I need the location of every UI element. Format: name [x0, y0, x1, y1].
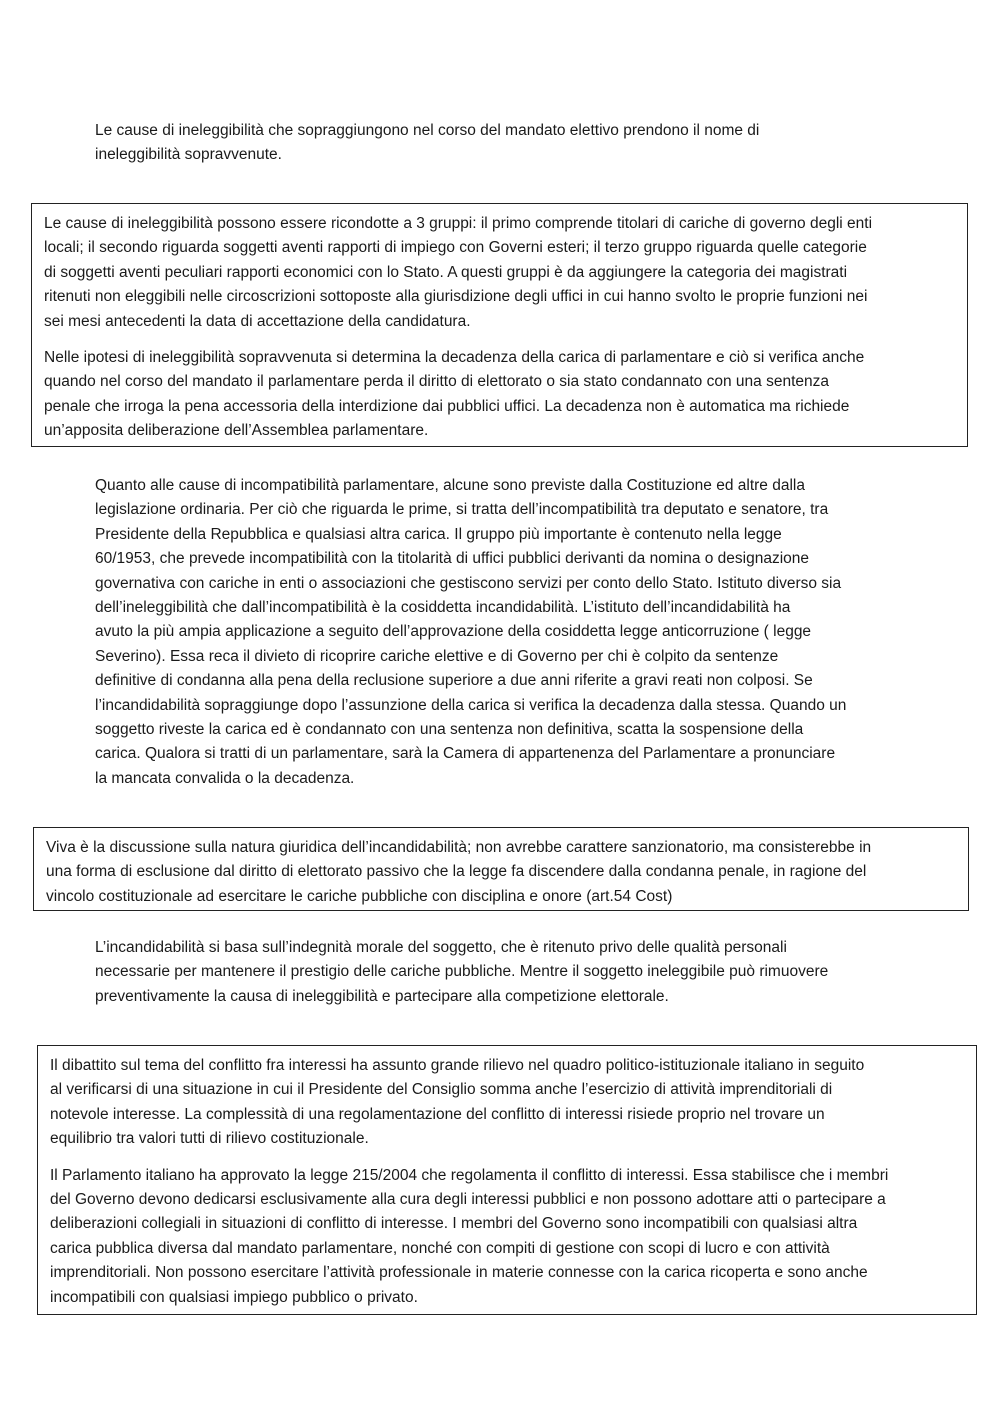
box-paragraph: Il dibattito sul tema del conflitto fra interessi ha assunto grande rilievo nel quadro politico-istituzionale italiano in seguito al verificarsi di una situazione in cui il Presidente del Consiglio somma anche l’esercizio di attività imprenditoriali di notevole interesse. La complessità di una regolamentazione del conflitto di interessi risiede proprio nel trovare un equilibrio tra valori tutti di rilievo costituzionale. [50, 1057, 865, 1148]
box-paragraph: Viva è la discussione sulla natura giuridica dell’incandidabilità; non avrebbe carattere sanzionatorio, ma consisterebbe in una forma di esclusione dal diritto di elettorato passivo che la legge fa discendere dalla condanna penale, in ragione del vincolo costituzionale ad esercitare le cariche pubbliche con disciplina e onore (art.54 Cost) [46, 839, 872, 905]
box-paragraph: Le cause di ineleggibilità possono essere ricondotte a 3 gruppi: il primo comprende titolari di cariche di governo degli enti locali; il secondo riguarda soggetti aventi rapporti di impiego con Governi esteri; il terzo gruppo riguarda quelle categorie di soggetti aventi peculiari rapporti economici con lo Stato. A questi gruppi è da aggiungere la categoria dei magistrati ritenuti non eleggibili nelle circoscrizioni sottoposte alla giurisdizione degli uffici in cui hanno svolto le proprie funzioni nei sei mesi antecedenti la data di accettazione della candidatura. [44, 215, 873, 330]
paragraph-ineleggibilita-sopravvenute: Le cause di ineleggibilità che sopraggiungono nel corso del mandato elettivo prendono il nome di ineleggibilità sopravvenute. [95, 122, 760, 164]
box-paragraph: Nelle ipotesi di ineleggibilità sopravvenuta si determina la decadenza della carica di parlamentare e ciò si verifica anche quando nel corso del mandato il parlamentare perda il diritto di elettorato o sia stato condannato con una sentenza penale che irroga la pena accessoria della interdizione dai pubblici uffici. La decadenza non è automatica ma richiede un’apposita deliberazione dell’Assemblea parlamentare. [44, 349, 865, 440]
box-cause-ineleggibilita [31, 203, 968, 447]
box-conflitto-interessi [37, 1045, 977, 1315]
paragraph-indegnita-morale: L’incandidabilità si basa sull’indegnità morale del soggetto, che è ritenuto privo delle qualità personali necessarie per mantenere il prestigio delle cariche pubbliche. Mentre il soggetto ineleggibile può rimuovere preventivamente la causa di ineleggibilità e partecipare alla competizione elettorale. [95, 939, 829, 1005]
box-natura-incandidabilita [33, 827, 969, 911]
paragraph-incompatibilita: Quanto alle cause di incompatibilità parlamentare, alcune sono previste dalla Costituzione ed altre dalla legislazione ordinaria. Per ciò che riguarda le prime, si tratta dell’incompatibilità tra deputato e senatore, tra Presidente della Repubblica e qualsiasi altra carica. Il gruppo più importante è contenuto nella legge 60/1953, che prevede incompatibilità con la titolarità di uffici pubblici derivanti da nomina o designazione governativa con cariche in enti o associazioni che gestiscono servizi per conto dello Stato. Istituto diverso sia dell’ineleggibilità che dall’incompatibilità è la cosiddetta incandidabilità. L’istituto dell’incandidabilità ha avuto la più ampia applicazione a seguito dell’approvazione della cosiddetta legge anticorruzione ( legge Severino). Essa reca il divieto di ricoprire cariche elettive e di Governo per chi è colpito da sentenze definitive di condanna alla pena della reclusione superiore a due anni riferite a gravi reati non colposi. Se l’incandidabilità sopraggiunge dopo l’assunzione della carica si verifica la decadenza dalla stessa. Quando un soggetto riveste la carica ed è condannato con una sentenza non definitiva, scatta la sospensione della carica. Qualora si tratti di un parlamentare, sarà la Camera di appartenenza del Parlamentare a pronunciare la mancata convalida o la decadenza. [95, 477, 847, 787]
box-paragraph: Il Parlamento italiano ha approvato la legge 215/2004 che regolamenta il conflitto di interessi. Essa stabilisce che i membri del Governo devono dedicarsi esclusivamente alla cura degli interessi pubblici e non possono adottare atti o partecipare a deliberazioni collegiali in situazioni di conflitto di interesse. I membri del Governo sono incompatibili con qualsiasi altra carica pubblica diversa dal mandato parlamentare, nonché con compiti di gestione con scopi di lucro e con attività imprenditoriali. Non possono esercitare l’attività professionale in materie connesse con la carica ricoperta e sono anche incompatibili con qualsiasi impiego pubblico o privato. [50, 1166, 889, 1306]
